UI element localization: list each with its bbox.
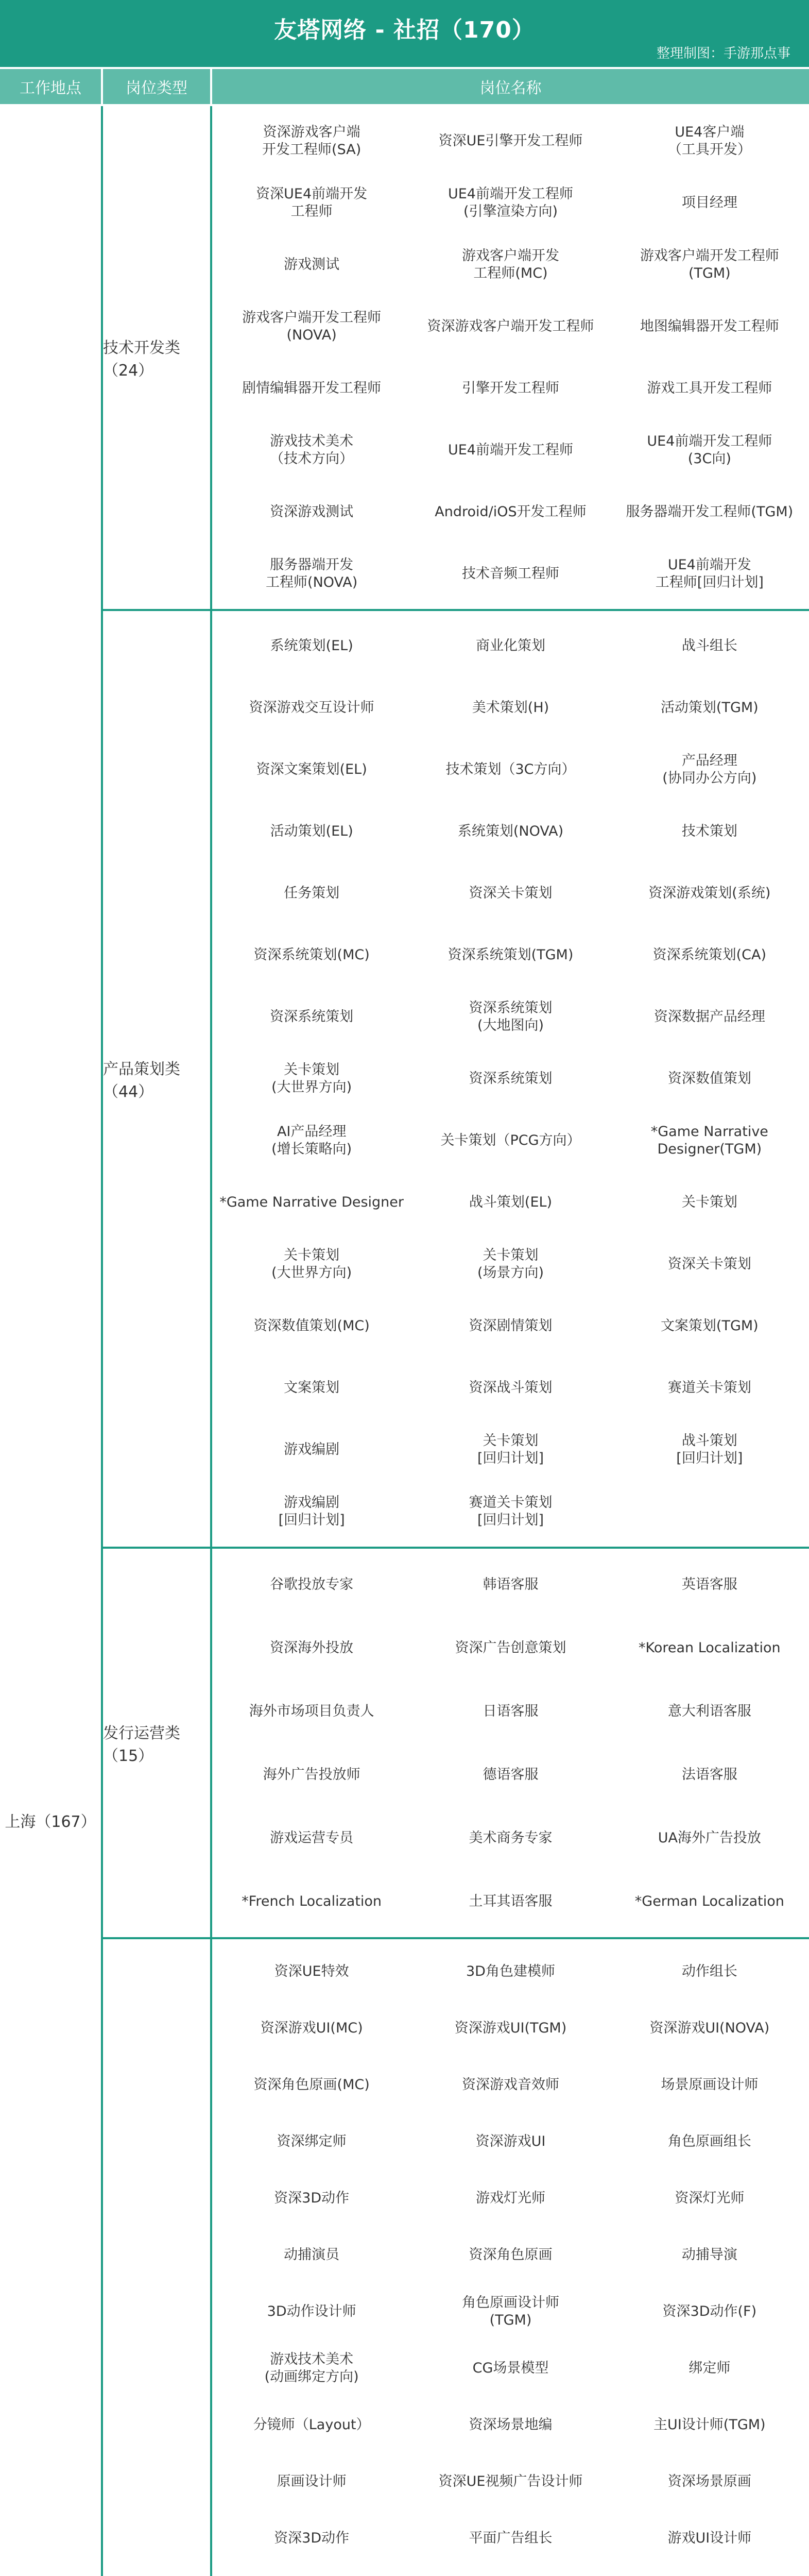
job-title: 土耳其语客服 (469, 1893, 553, 1909)
job-title: 意大利语客服 (667, 1703, 751, 1719)
job-title: 任务策划 (284, 885, 340, 901)
job-title: 资深数值策划 (667, 1071, 751, 1087)
job-title: UA海外广告投放 (658, 1829, 761, 1846)
job-title: 资深系统策划(MC) (253, 947, 370, 963)
job-title: CG场景模型 (472, 2360, 549, 2376)
job-title (610, 1481, 809, 1543)
job-title: 日语客服 (483, 1703, 539, 1719)
category-label: 产品策划类（44） (103, 611, 212, 1547)
category-section (103, 106, 809, 611)
job-title: 资深关卡策划 (469, 885, 553, 901)
job-title: 场景原画设计师 (661, 2077, 759, 2093)
job-title: 游戏编剧 [回归计划] (278, 1495, 345, 1528)
job-title: *French Localization (242, 1893, 382, 1909)
job-title: Android/iOS开发工程师 (435, 504, 587, 520)
job-title: 资深系统策划 (大地图向) (469, 1000, 553, 1033)
job-title: 资深游戏客户端开发工程师 (427, 318, 594, 334)
column-header-location: 工作地点 (0, 69, 103, 104)
job-title: 资深3D动作(F) (662, 2303, 757, 2319)
job-title: 剧情编辑器开发工程师 (242, 380, 382, 396)
job-title: 主UI设计师(TGM) (653, 2417, 766, 2433)
job-title: UE4前端开发 工程师[回归计划] (655, 557, 764, 590)
job-title: 资深剧情策划 (469, 1318, 553, 1334)
job-title: 韩语客服 (483, 1576, 539, 1592)
job-title: 资深文案策划(EL) (256, 761, 367, 777)
job-title: 资深游戏UI(MC) (260, 2020, 363, 2036)
job-title: 角色原画设计师 (TGM) (461, 2295, 559, 2328)
job-title: 赛道关卡策划 [回归计划] (469, 1495, 553, 1528)
job-title: 活动策划(TGM) (660, 700, 759, 716)
category-label (103, 1939, 212, 2576)
job-title: 资深游戏UI(NOVA) (649, 2020, 770, 2036)
job-title: 服务器端开发工程师(TGM) (626, 504, 794, 520)
category-label: 技术开发类（24） (103, 106, 212, 609)
job-title: 活动策划(EL) (270, 823, 353, 839)
job-title: 战斗组长 (681, 638, 737, 654)
job-title: 技术策划（3C方向） (445, 761, 576, 777)
job-title: 资深系统策划(TGM) (447, 947, 574, 963)
job-title: 资深灯光师 (675, 2190, 745, 2206)
job-title: 引擎开发工程师 (461, 380, 559, 396)
job-title: 资深游戏交互设计师 (249, 700, 374, 716)
job-title: *Game Narrative Designer (219, 1194, 404, 1210)
job-title: 资深系统策划(CA) (652, 947, 767, 963)
job-title: 美术商务专家 (469, 1829, 553, 1846)
job-title: 德语客服 (483, 1766, 539, 1783)
job-title: 游戏技术美术 （技术方向） (270, 433, 354, 467)
job-title: 谷歌投放专家 (270, 1576, 354, 1592)
job-title: 关卡策划 (场景方向) (477, 1247, 544, 1281)
column-header-category: 岗位类型 (103, 69, 212, 104)
job-title (411, 2567, 610, 2576)
job-title: 游戏运营专员 (270, 1829, 354, 1846)
header-banner (0, 0, 809, 67)
job-title: 产品经理 (协同办公方向) (662, 753, 757, 786)
job-title: 游戏客户端开发工程师 (TGM) (640, 248, 779, 281)
job-title: 游戏测试 (284, 257, 340, 273)
job-title: 3D动作设计师 (267, 2303, 356, 2319)
job-title: 游戏灯光师 (475, 2190, 545, 2206)
category-section (103, 611, 809, 1549)
job-title: 角色原画组长 (667, 2133, 751, 2149)
job-title: 美术策划(H) (472, 700, 549, 716)
job-title: 赛道关卡策划 (667, 1380, 751, 1396)
job-title: 游戏工具开发工程师 (647, 380, 772, 396)
job-title: 资深UE特效 (274, 1963, 349, 1979)
category-section (103, 1549, 809, 1939)
job-title: 关卡策划 (大世界方向) (271, 1062, 352, 1095)
job-title: 项目经理 (681, 195, 737, 211)
location-categories (103, 106, 809, 2576)
job-title: 关卡策划 [回归计划] (477, 1433, 544, 1466)
job-title: 资深场景地编 (469, 2417, 553, 2433)
job-title: 关卡策划 (681, 1194, 737, 1210)
job-grid (212, 1549, 809, 1937)
job-grid (212, 611, 809, 1547)
column-header-row (0, 67, 809, 106)
job-title: 游戏UI设计师 (667, 2530, 752, 2546)
job-title: 地图编辑器开发工程师 (640, 318, 779, 334)
job-title: 资深3D动作 (274, 2190, 350, 2206)
job-title: 海外广告投放师 (263, 1766, 360, 1783)
job-title: *Korean Localization (639, 1639, 781, 1656)
job-title: 海外市场项目负责人 (249, 1703, 374, 1719)
job-grid (212, 106, 809, 609)
job-title: 资深角色原画(MC) (253, 2077, 370, 2093)
job-title: 服务器端开发 工程师(NOVA) (266, 557, 358, 590)
job-title: 战斗策划(EL) (469, 1194, 553, 1210)
job-title: 平面广告组长 (469, 2530, 553, 2546)
job-title: 资深绑定师 (277, 2133, 347, 2149)
job-title: UE4前端开发工程师 (3C向) (647, 433, 772, 467)
job-title: 分镜师（Layout） (253, 2417, 370, 2433)
job-title: 关卡策划（PCG方向） (440, 1132, 581, 1148)
job-title: UE4客户端 （工具开发） (667, 124, 751, 158)
job-title: 游戏客户端开发 工程师(MC) (461, 248, 559, 281)
job-title: 资深系统策划 (270, 1009, 354, 1025)
job-title: 游戏编剧 (284, 1442, 340, 1458)
job-title: 资深系统策划 (469, 1071, 553, 1087)
job-title: AI产品经理 (增长策略向) (271, 1124, 352, 1157)
job-title: 系统策划(NOVA) (457, 823, 564, 839)
job-title (610, 2567, 809, 2576)
job-title: 资深UE4前端开发 工程师 (256, 186, 368, 219)
job-title: 资深游戏UI (475, 2133, 546, 2149)
location-block (0, 106, 809, 2576)
job-title: 资深战斗策划 (469, 1380, 553, 1396)
job-title: 游戏客户端开发工程师 (NOVA) (242, 310, 382, 343)
job-title: 法语客服 (681, 1766, 737, 1783)
job-title: 资深海外投放 (270, 1639, 354, 1656)
job-title: 动捕演员 (284, 2247, 340, 2263)
job-title (212, 2567, 411, 2576)
job-title: 资深UE视频广告设计师 (438, 2473, 583, 2489)
job-title: UE4前端开发工程师 (引擎渲染方向) (447, 186, 573, 219)
job-title: 技术策划 (681, 823, 737, 839)
job-title: 游戏技术美术 (动画绑定方向) (264, 2351, 359, 2385)
job-title: 资深游戏客户端 开发工程师(SA) (262, 124, 362, 158)
job-title: 资深游戏UI(TGM) (454, 2020, 567, 2036)
job-title: 资深游戏测试 (270, 504, 354, 520)
job-title: *German Localization (634, 1893, 784, 1909)
job-title: 技术音频工程师 (461, 566, 559, 582)
job-title: UE4前端开发工程师 (447, 442, 573, 458)
job-title: 资深UE引擎开发工程师 (438, 133, 583, 149)
job-title: 绑定师 (688, 2360, 731, 2376)
column-header-name: 岗位名称 (479, 79, 542, 97)
job-title: 原画设计师 (277, 2473, 347, 2489)
job-title: 文案策划(TGM) (660, 1318, 759, 1334)
job-title: 资深角色原画 (469, 2247, 553, 2263)
job-title: 资深场景原画 (667, 2473, 751, 2489)
job-title: 动作组长 (681, 1963, 737, 1979)
job-title: 系统策划(EL) (270, 638, 353, 654)
category-label: 发行运营类（15） (103, 1549, 212, 1937)
job-title: 3D角色建模师 (466, 1963, 555, 1979)
job-title: 英语客服 (681, 1576, 737, 1592)
job-title: 资深数值策划(MC) (253, 1318, 370, 1334)
job-title: 资深3D动作 (274, 2530, 350, 2546)
page-title: 友塔网络 - 社招（170） (274, 17, 535, 43)
job-title: 文案策划 (284, 1380, 340, 1396)
job-title: 资深数据产品经理 (653, 1009, 765, 1025)
job-title: 资深关卡策划 (667, 1256, 751, 1272)
job-title: 资深游戏策划(系统) (648, 885, 771, 901)
jobs-table-body (0, 106, 809, 2576)
category-section (103, 1939, 809, 2576)
job-title: 资深广告创意策划 (455, 1639, 566, 1656)
job-title: 关卡策划 (大世界方向) (271, 1247, 352, 1281)
credit-text: 整理制图：手游那点事 (656, 46, 790, 61)
job-title: 商业化策划 (475, 638, 545, 654)
job-title: 动捕导演 (681, 2247, 737, 2263)
job-title: 资深游戏音效师 (461, 2077, 559, 2093)
job-title: *Game Narrative Designer(TGM) (650, 1124, 768, 1157)
location-label: 上海（167） (0, 106, 103, 2576)
job-grid (212, 1939, 809, 2576)
job-title: 战斗策划 [回归计划] (676, 1433, 743, 1466)
